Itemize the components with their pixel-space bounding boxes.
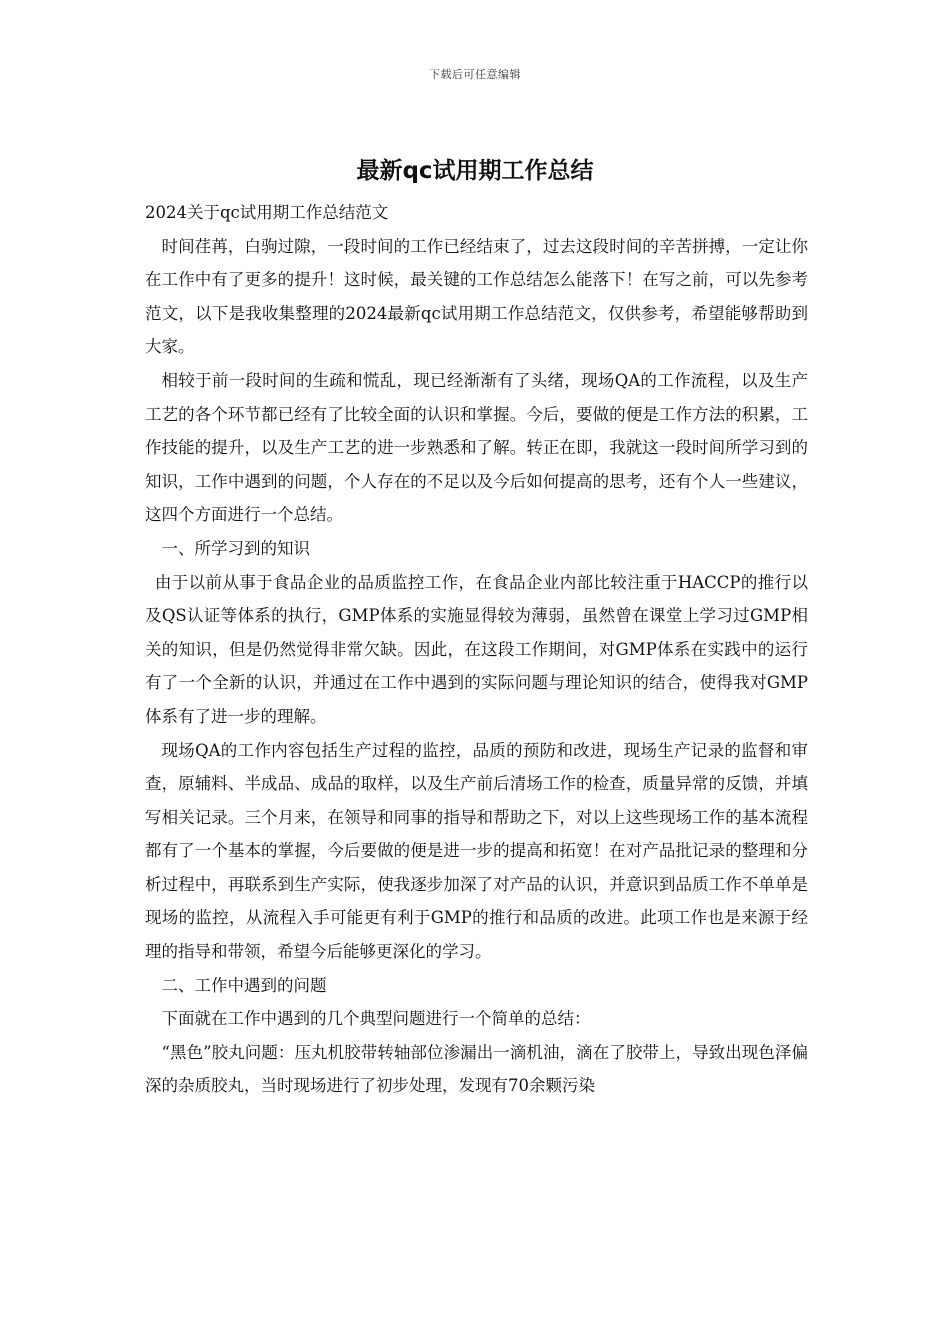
document-subtitle: 2024关于qc试用期工作总结范文 [145, 203, 389, 222]
document-title: 最新qc试用期工作总结 [356, 158, 594, 184]
document-body [145, 196, 808, 1103]
section-heading-knowledge: 一、所学习到的知识 [161, 538, 310, 558]
paragraph-problems-intro: 下面就在工作中遇到的几个典型问题进行一个简单的总结： [161, 1009, 591, 1029]
paragraph-overview: 相较于前一段时间的生疏和慌乱，现已经渐渐有了头绪，现场QA的工作流程，以及生产工艺的各个环节都已经有了比较全面的认识和掌握。今后，要做的便是工作方法的积累，工作技能的提升，以及生产工艺的进一步熟悉和了解。转正在即，我就这一段时间所学习到的知识，工作中遇到的问题，个人存在的不足以及今后如何提高的思考，还有个人一些建议，这四个方面进行一个总结。 [145, 370, 808, 525]
paragraph-problem-black-capsule: “黑色”胶丸问题：压丸机胶带转轴部位渗漏出一滴机油，滴在了胶带上，导致出现色泽偏深的杂质胶丸，当时现场进行了初步处理，发现有70余颗污染 [145, 1042, 808, 1096]
paragraph-intro: 时间荏苒，白驹过隙，一段时间的工作已经结束了，过去这段时间的辛苦拼搏，一定让你在工作中有了更多的提升！这时候，最关键的工作总结怎么能落下！在写之前，可以先参考范文，以下是我收集整理的2024最新qc试用期工作总结范文，仅供参考，希望能够帮助到大家。 [145, 236, 808, 357]
section-heading-problems: 二、工作中遇到的问题 [161, 975, 327, 995]
page-header: 下载后可任意编辑 [429, 68, 521, 81]
paragraph-knowledge-2: 现场QA的工作内容包括生产过程的监控，品质的预防和改进，现场生产记录的监督和审查，原辅料、半成品、成品的取样，以及生产前后清场工作的检查，质量异常的反馈，并填写相关记录。三个月来，在领导和同事的指导和帮助之下，对以上这些现场工作的基本流程都有了一个基本的掌握，今后要做的便是进一步的提高和拓宽！在对产品批记录的整理和分析过程中，再联系到生产实际，使我逐步加深了对产品的认识，并意识到品质工作不单单是现场的监控，从流程入手可能更有利于GMP的推行和品质的改进。此项工作也是来源于经理的指导和带领，希望今后能够更深化的学习。 [145, 740, 808, 962]
paragraph-knowledge-1: 由于以前从事于食品企业的品质监控工作，在食品企业内部比较注重于HACCP的推行以及QS认证等体系的执行，GMP体系的实施显得较为薄弱，虽然曾在课堂上学习过GMP相关的知识，但是仍然觉得非常欠缺。因此，在这段工作期间，对GMP体系在实践中的运行有了一个全新的认识，并通过在工作中遇到的实际问题与理论知识的结合，使得我对GMP体系有了进一步的理解。 [145, 572, 808, 726]
